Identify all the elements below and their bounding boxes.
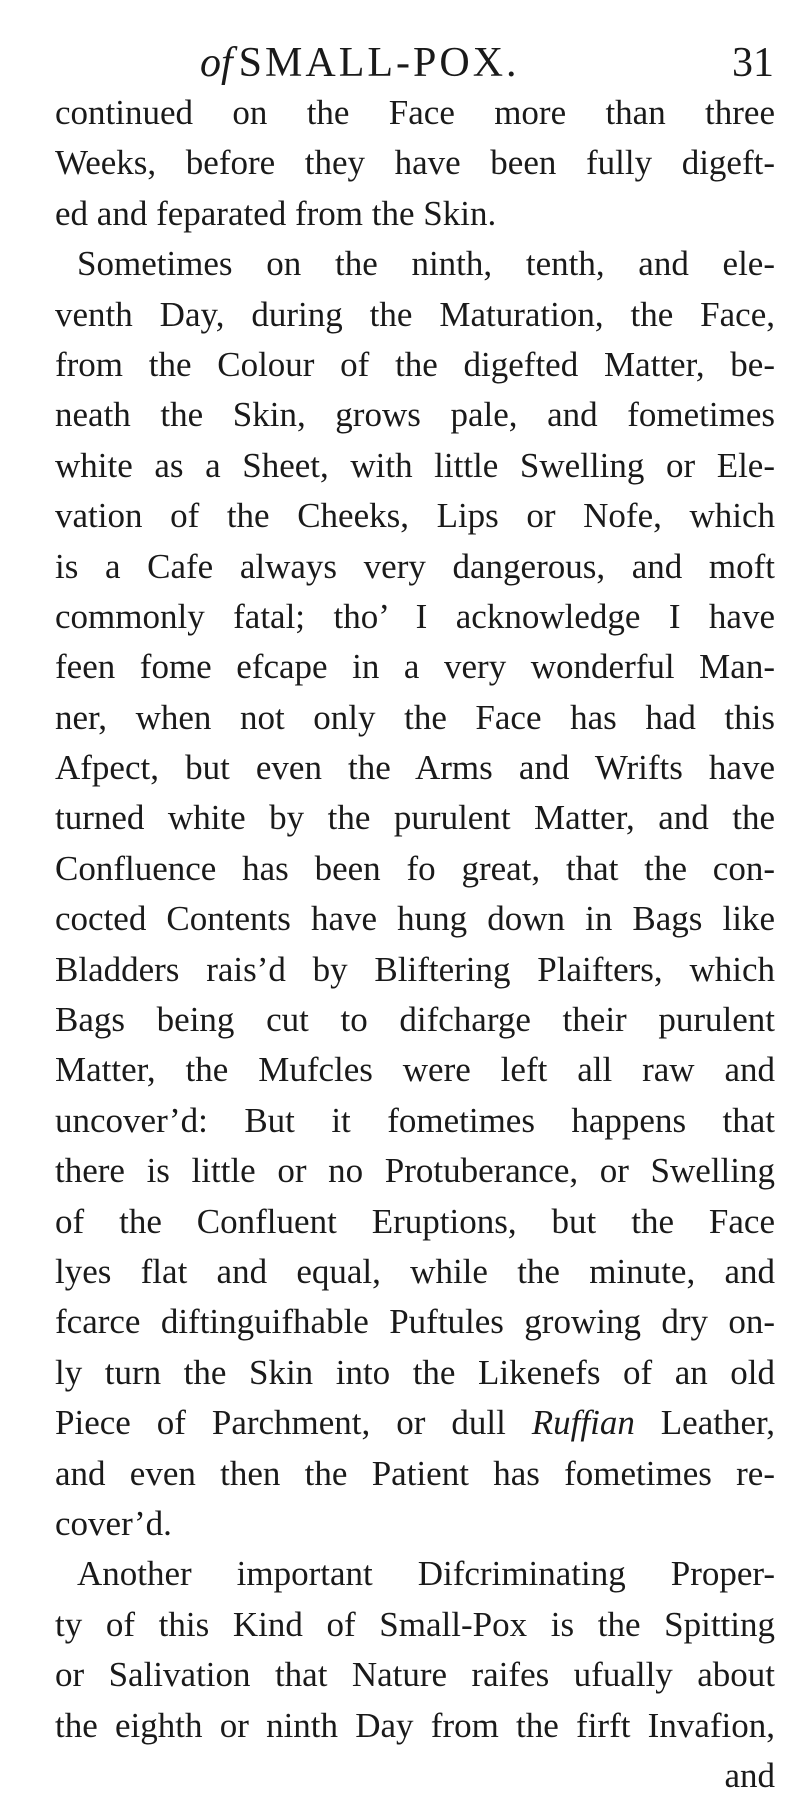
text-line: of the Confluent Eruptions, but the Face: [55, 1201, 775, 1241]
text-line: commonly fatal; tho’ I acknowledge I have: [55, 596, 775, 636]
text-line: the eighth or ninth Day from the firft Invafion,: [55, 1705, 775, 1745]
text-line: venth Day, during the Maturation, the Face,: [55, 294, 775, 334]
text-line: there is little or no Protuberance, or Swelling: [55, 1151, 775, 1191]
text-line: ly turn the Skin into the Likenefs of an old: [55, 1352, 775, 1392]
text-line: Bladders rais’d by Bliftering Plaifters, which: [55, 949, 775, 989]
text-line: Afpect, but even the Arms and Wrifts have: [55, 748, 775, 788]
text-line: uncover’d: But it fometimes happens that: [55, 1100, 775, 1140]
text-line: ed and feparated from the Skin.: [55, 193, 497, 233]
text-line: is a Cafe always very dangerous, and moft: [55, 546, 775, 586]
text-line: [55, 1398, 775, 1448]
text-line: and even then the Patient has fometimes re-: [55, 1453, 775, 1493]
running-head-title: [200, 38, 520, 88]
text-line: cocted Contents have hung down in Bags like: [55, 899, 775, 939]
text-line: or Salivation that Nature raifes ufually about: [55, 1655, 775, 1695]
text-line: continued on the Face more than three: [55, 93, 775, 132]
text-line: fcarce diftinguifhable Puftules growing dry on-: [55, 1302, 775, 1342]
text-line: ty of this Kind of Small-Pox is the Spitting: [55, 1604, 775, 1644]
text-line: vation of the Cheeks, Lips or Nofe, which: [55, 496, 775, 536]
text-line: feen fome efcape in a very wonderful Man-: [55, 647, 775, 687]
running-head-text: SMALL-POX.: [238, 40, 520, 86]
page-number: 31: [732, 40, 774, 86]
text-line: Bags being cut to difcharge their purulent: [55, 1000, 775, 1040]
running-head: [0, 28, 800, 88]
text-line: ner, when not only the Face has had this: [55, 697, 775, 737]
italic-word: Ruffian: [531, 1403, 635, 1443]
text-line: from the Colour of the digefted Matter, be-: [55, 344, 775, 384]
text-line: neath the Skin, grows pale, and fometimes: [55, 395, 775, 435]
text-segment: Leather,: [634, 1403, 775, 1443]
text-line: Weeks, before they have been fully digeft-: [55, 143, 775, 183]
text-line: turned white by the purulent Matter, and the: [55, 798, 775, 838]
text-line: cover’d.: [55, 1503, 172, 1543]
body-text: [55, 88, 775, 1801]
text-line: Matter, the Mufcles were left all raw and: [55, 1050, 775, 1090]
text-line: lyes flat and equal, while the minute, and: [55, 1251, 775, 1291]
text-line: white as a Sheet, with little Swelling or Ele-: [55, 445, 775, 485]
running-head-prefix: of: [200, 40, 233, 86]
text-line: Another important Difcriminating Proper-: [77, 1554, 775, 1594]
text-segment: Piece of Parchment, or dull: [55, 1403, 532, 1443]
text-line: Sometimes on the ninth, tenth, and ele-: [77, 244, 775, 284]
catchword: and: [724, 1755, 775, 1795]
text-line: Confluence has been fo great, that the con-: [55, 848, 775, 888]
